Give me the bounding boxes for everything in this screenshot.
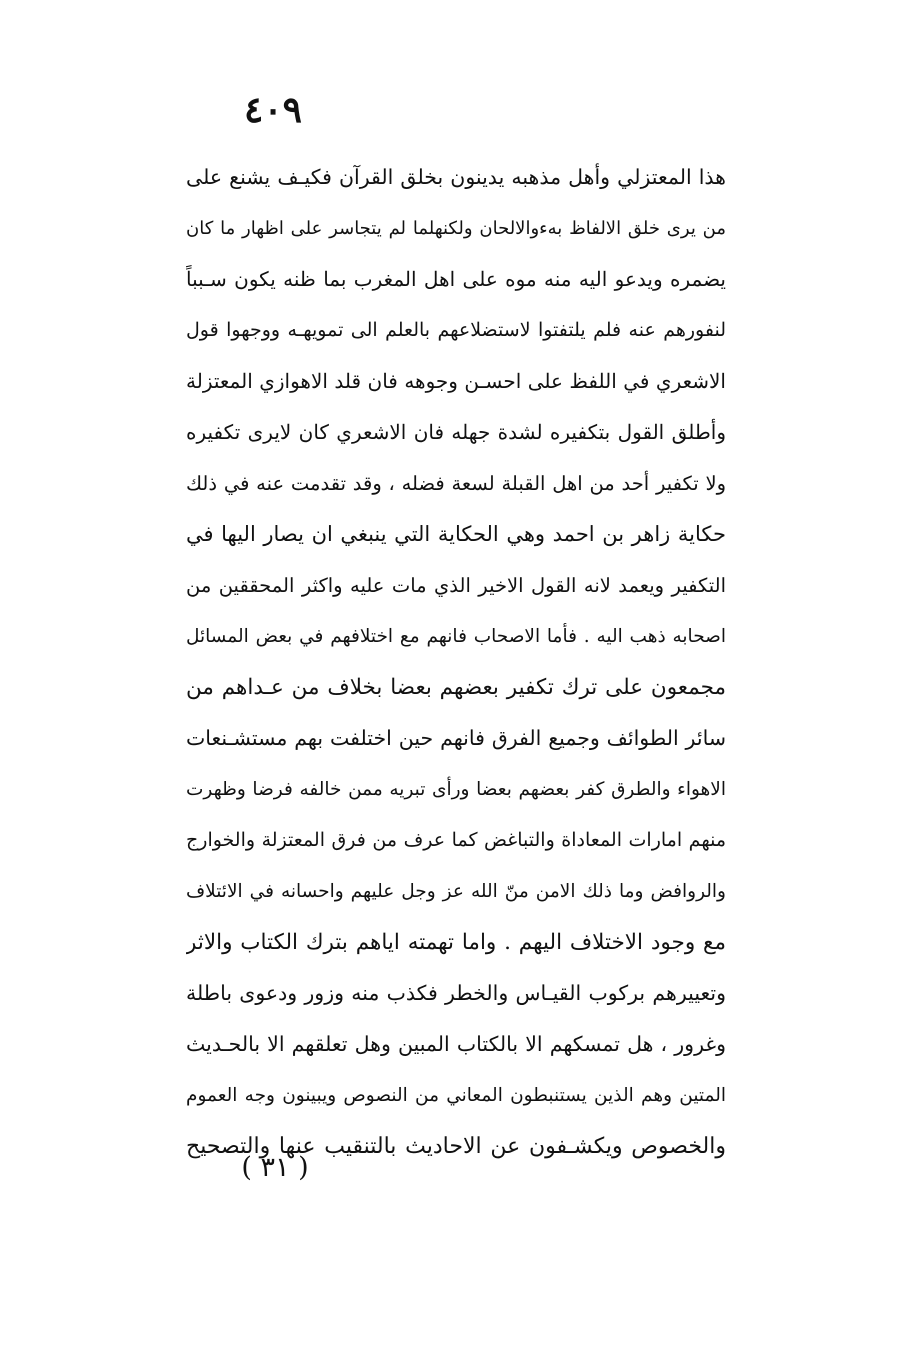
text-line: وتعييرهم بركوب القيـاس والخطر فكذب منه وزور ودعوى باطلة bbox=[186, 981, 726, 1005]
text-line: سائر الطوائف وجميع الفرق فانهم حين اختلفت بهم مستشـنعات bbox=[186, 726, 726, 750]
text-line: التكفير ويعمد لانه القول الاخير الذي مات عليه واكثر المحققين من bbox=[186, 574, 726, 597]
page-number: ٤٠٩ bbox=[243, 89, 302, 131]
text-line: والخصوص ويكشـفون عن الاحاديث بالتنقيب عنها والتصحيح bbox=[186, 1134, 726, 1159]
text-line: لنفورهم عنه فلم يلتفتوا لاستضلاعهم بالعلم الى تمويهـه ووجهوا قول bbox=[186, 319, 726, 341]
text-line: منهم امارات المعاداة والتباغض كما عرف من فرق المعتزلة والخوارج bbox=[186, 829, 726, 851]
text-line: ولا تكفير أحد من اهل القبلة لسعة فضله ، وقد تقدمت عنه في ذلك bbox=[186, 472, 726, 495]
text-line: حكاية زاهر بن احمد وهي الحكاية التي ينبغي ان يصار اليها في bbox=[186, 522, 726, 546]
text-line: مجمعون على ترك تكفير بعضهم بعضا بخلاف من عـداهم من bbox=[186, 675, 726, 700]
text-line: من يرى خلق الالفاظ بهءوالالحان ولكنهلما لم يتجاسر على اظهار ما كان bbox=[186, 218, 726, 239]
signature-mark: ( ٣١ ) bbox=[241, 1152, 309, 1183]
text-line: اصحابه ذهب اليه . فأما الاصحاب فانهم مع اختلافهم في بعض المسائل bbox=[186, 626, 726, 647]
body-text bbox=[186, 152, 726, 1172]
text-line: وغرور ، هل تمسكهم الا بالكتاب المبين وهل تعلقهم الا بالحـديث bbox=[186, 1032, 726, 1056]
text-line: هذا المعتزلي وأهل مذهبه يدينون بخلق القرآن فكيـف يشنع على bbox=[186, 165, 726, 189]
text-line: المتين وهم الذين يستنبطون المعاني من النصوص ويبينون وجه العموم bbox=[186, 1085, 726, 1106]
text-line: الاهواء والطرق كفر بعضهم بعضا ورأى تبريه ممن خالفه فرضا وظهرت bbox=[186, 779, 726, 800]
text-line: الاشعري في اللفظ على احسـن وجوهه فان قلد الاهوازي المعتزلة bbox=[186, 369, 726, 393]
text-line: يضمره ويدعو اليه منه موه على اهل المغرب بما ظنه يكون سـبباً bbox=[186, 267, 726, 291]
text-line: والروافض وما ذلك الامن منّ الله عز وجل عليهم واحسانه في الائتلاف bbox=[186, 881, 726, 902]
text-line: مع وجود الاختلاف اليهم . واما تهمته اياهم بترك الكتاب والاثر bbox=[186, 930, 726, 955]
text-line: وأطلق القول بتكفيره لشدة جهله فان الاشعري كان لايرى تكفيره bbox=[186, 420, 726, 444]
